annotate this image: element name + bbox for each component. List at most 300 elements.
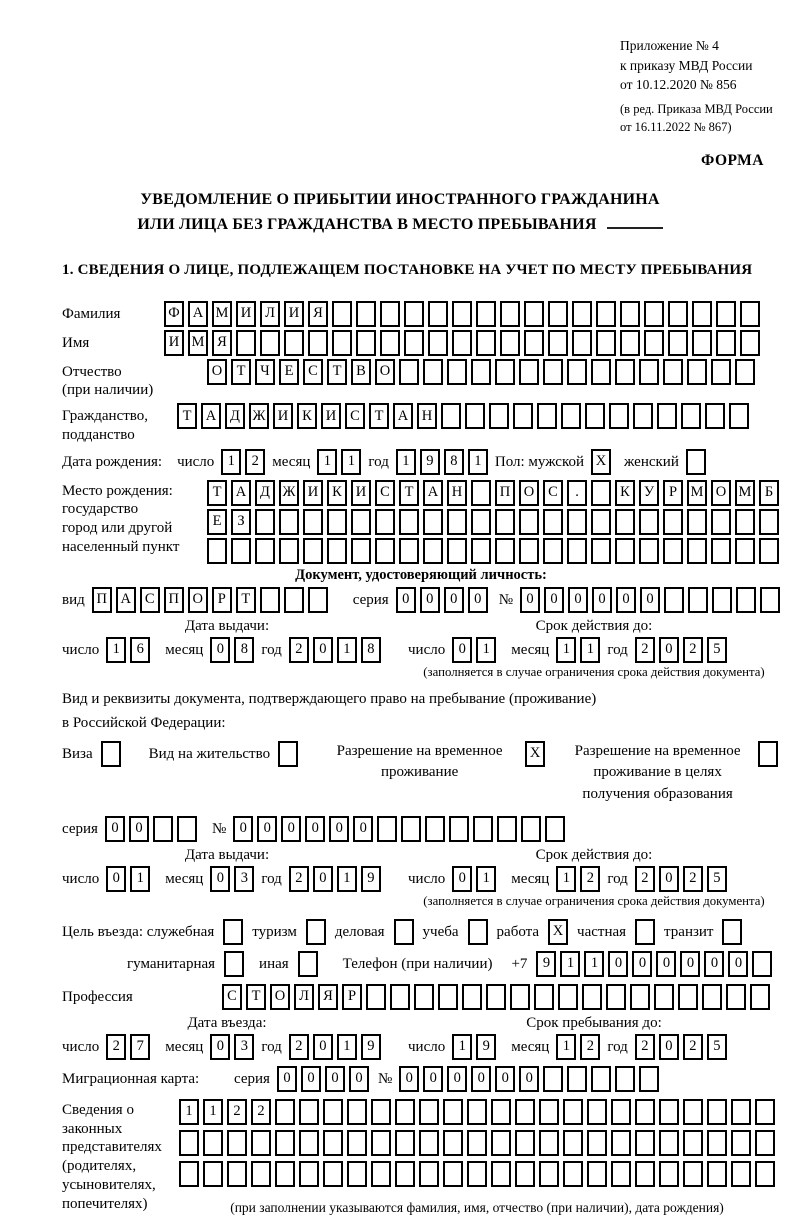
char-cell[interactable] [705, 403, 725, 429]
char-cell[interactable] [515, 1161, 535, 1187]
char-cell[interactable] [750, 984, 770, 1010]
char-cell[interactable] [227, 1161, 247, 1187]
char-cell[interactable] [323, 1161, 343, 1187]
char-cell[interactable] [543, 359, 563, 385]
char-cell[interactable]: П [495, 480, 515, 506]
char-cell[interactable] [740, 301, 760, 327]
char-cell[interactable] [251, 1161, 271, 1187]
char-cell[interactable] [443, 1099, 463, 1125]
char-cell[interactable]: Л [260, 301, 280, 327]
char-cell[interactable] [500, 301, 520, 327]
char-cell[interactable]: 0 [210, 866, 230, 892]
char-cell[interactable] [377, 816, 397, 842]
char-cell[interactable]: 0 [305, 816, 325, 842]
char-cell[interactable]: О [375, 359, 395, 385]
char-cell[interactable]: О [270, 984, 290, 1010]
char-cell[interactable]: 0 [519, 1066, 539, 1092]
char-cell[interactable] [351, 538, 371, 564]
char-cell[interactable] [760, 587, 780, 613]
char-cell[interactable]: Т [369, 403, 389, 429]
char-cell[interactable] [275, 1130, 295, 1156]
char-cell[interactable] [591, 509, 611, 535]
char-cell[interactable] [567, 538, 587, 564]
char-cell[interactable] [534, 984, 554, 1010]
char-cell[interactable] [207, 538, 227, 564]
char-cell[interactable]: А [393, 403, 413, 429]
char-cell[interactable]: 0 [656, 951, 676, 977]
char-cell[interactable] [510, 984, 530, 1010]
char-cell[interactable] [639, 1066, 659, 1092]
char-cell[interactable] [716, 330, 736, 356]
char-cell[interactable] [401, 816, 421, 842]
char-cell[interactable]: 0 [325, 1066, 345, 1092]
char-cell[interactable] [404, 301, 424, 327]
char-cell[interactable] [179, 1130, 199, 1156]
char-cell[interactable]: 0 [105, 816, 125, 842]
char-cell[interactable] [702, 984, 722, 1010]
char-cell[interactable] [587, 1099, 607, 1125]
char-cell[interactable]: М [212, 301, 232, 327]
char-cell[interactable] [609, 403, 629, 429]
char-cell[interactable] [692, 330, 712, 356]
char-cell[interactable] [635, 1130, 655, 1156]
char-cell[interactable] [299, 1161, 319, 1187]
char-cell[interactable] [476, 330, 496, 356]
char-cell[interactable] [236, 330, 256, 356]
char-cell[interactable] [543, 538, 563, 564]
char-cell[interactable]: И [351, 480, 371, 506]
char-cell[interactable] [471, 538, 491, 564]
char-cell[interactable]: 1 [468, 449, 488, 475]
char-cell[interactable] [664, 587, 684, 613]
char-cell[interactable] [611, 1099, 631, 1125]
char-cell[interactable]: Р [663, 480, 683, 506]
char-cell[interactable]: 2 [289, 866, 309, 892]
char-cell[interactable]: О [519, 480, 539, 506]
char-cell[interactable] [260, 587, 280, 613]
char-cell[interactable]: 0 [353, 816, 373, 842]
char-cell[interactable] [736, 587, 756, 613]
char-cell[interactable] [524, 301, 544, 327]
char-cell[interactable] [347, 1099, 367, 1125]
char-cell[interactable]: Я [318, 984, 338, 1010]
char-cell[interactable] [347, 1130, 367, 1156]
char-cell[interactable]: 2 [683, 866, 703, 892]
char-cell[interactable] [203, 1161, 223, 1187]
char-cell[interactable] [663, 509, 683, 535]
char-cell[interactable]: С [375, 480, 395, 506]
char-cell[interactable] [495, 538, 515, 564]
char-cell[interactable] [284, 587, 304, 613]
char-cell[interactable]: 0 [423, 1066, 443, 1092]
char-cell[interactable]: М [735, 480, 755, 506]
char-cell[interactable]: 1 [317, 449, 337, 475]
char-cell[interactable] [438, 984, 458, 1010]
char-cell[interactable]: 0 [313, 1034, 333, 1060]
char-cell[interactable] [539, 1099, 559, 1125]
char-cell[interactable]: 6 [130, 637, 150, 663]
char-cell[interactable]: Т [177, 403, 197, 429]
char-cell[interactable] [731, 1130, 751, 1156]
char-cell[interactable]: М [687, 480, 707, 506]
char-cell[interactable] [635, 1161, 655, 1187]
char-cell[interactable]: В [351, 359, 371, 385]
char-cell[interactable] [308, 587, 328, 613]
char-cell[interactable] [752, 951, 772, 977]
char-cell[interactable] [683, 1099, 703, 1125]
char-cell[interactable] [545, 816, 565, 842]
char-cell[interactable]: 7 [130, 1034, 150, 1060]
char-cell[interactable] [275, 1099, 295, 1125]
char-cell[interactable] [371, 1130, 391, 1156]
char-cell[interactable] [687, 359, 707, 385]
char-cell[interactable]: 1 [221, 449, 241, 475]
char-cell[interactable] [371, 1099, 391, 1125]
char-cell[interactable] [303, 509, 323, 535]
char-cell[interactable]: 0 [349, 1066, 369, 1092]
char-cell[interactable] [683, 1161, 703, 1187]
char-cell[interactable] [596, 330, 616, 356]
char-cell[interactable] [491, 1130, 511, 1156]
char-cell[interactable] [227, 1130, 247, 1156]
char-cell[interactable]: Т [207, 480, 227, 506]
char-cell[interactable]: Я [308, 301, 328, 327]
char-cell[interactable]: 0 [313, 866, 333, 892]
char-cell[interactable]: . [567, 480, 587, 506]
char-cell[interactable] [611, 1161, 631, 1187]
char-cell[interactable]: 0 [471, 1066, 491, 1092]
char-cell[interactable] [620, 330, 640, 356]
char-cell[interactable] [467, 1161, 487, 1187]
char-cell[interactable] [711, 509, 731, 535]
char-cell[interactable] [513, 403, 533, 429]
char-cell[interactable]: 2 [683, 1034, 703, 1060]
char-cell[interactable]: 0 [704, 951, 724, 977]
char-cell[interactable]: Т [399, 480, 419, 506]
char-cell[interactable] [755, 1099, 775, 1125]
char-cell[interactable]: 8 [444, 449, 464, 475]
char-cell[interactable]: 0 [568, 587, 588, 613]
char-cell[interactable]: 0 [447, 1066, 467, 1092]
char-cell[interactable]: 0 [210, 1034, 230, 1060]
char-cell[interactable] [260, 330, 280, 356]
char-cell[interactable] [659, 1099, 679, 1125]
char-cell[interactable]: Е [207, 509, 227, 535]
char-cell[interactable] [425, 816, 445, 842]
char-cell[interactable]: А [188, 301, 208, 327]
char-cell[interactable]: 0 [129, 816, 149, 842]
char-cell[interactable] [681, 403, 701, 429]
char-cell[interactable] [668, 330, 688, 356]
char-cell[interactable] [716, 301, 736, 327]
char-cell[interactable] [711, 359, 731, 385]
char-cell[interactable]: Т [246, 984, 266, 1010]
purpose-work-checkbox[interactable]: X [548, 919, 568, 945]
char-cell[interactable] [275, 1161, 295, 1187]
char-cell[interactable]: 1 [203, 1099, 223, 1125]
char-cell[interactable]: 0 [444, 587, 464, 613]
char-cell[interactable] [347, 1161, 367, 1187]
char-cell[interactable]: 1 [584, 951, 604, 977]
char-cell[interactable] [735, 538, 755, 564]
char-cell[interactable] [231, 538, 251, 564]
char-cell[interactable]: Л [294, 984, 314, 1010]
char-cell[interactable]: 8 [234, 637, 254, 663]
char-cell[interactable]: 0 [233, 816, 253, 842]
char-cell[interactable] [428, 301, 448, 327]
char-cell[interactable]: 0 [106, 866, 126, 892]
purpose-humanitarian-checkbox[interactable] [224, 951, 244, 977]
purpose-other-checkbox[interactable] [298, 951, 318, 977]
char-cell[interactable] [449, 816, 469, 842]
char-cell[interactable] [153, 816, 173, 842]
char-cell[interactable] [471, 359, 491, 385]
char-cell[interactable] [443, 1161, 463, 1187]
char-cell[interactable] [327, 509, 347, 535]
char-cell[interactable]: О [711, 480, 731, 506]
char-cell[interactable] [303, 538, 323, 564]
char-cell[interactable]: 9 [361, 866, 381, 892]
char-cell[interactable] [539, 1130, 559, 1156]
char-cell[interactable] [428, 330, 448, 356]
char-cell[interactable] [707, 1161, 727, 1187]
char-cell[interactable] [687, 538, 707, 564]
char-cell[interactable] [366, 984, 386, 1010]
char-cell[interactable]: 5 [707, 637, 727, 663]
char-cell[interactable] [585, 403, 605, 429]
purpose-transit-checkbox[interactable] [722, 919, 742, 945]
char-cell[interactable] [177, 816, 197, 842]
char-cell[interactable]: У [639, 480, 659, 506]
char-cell[interactable] [711, 538, 731, 564]
char-cell[interactable]: А [116, 587, 136, 613]
char-cell[interactable] [639, 359, 659, 385]
char-cell[interactable] [299, 1099, 319, 1125]
char-cell[interactable]: 0 [592, 587, 612, 613]
char-cell[interactable]: 1 [556, 637, 576, 663]
char-cell[interactable] [203, 1130, 223, 1156]
char-cell[interactable]: 1 [556, 866, 576, 892]
char-cell[interactable] [630, 984, 650, 1010]
char-cell[interactable] [567, 1066, 587, 1092]
char-cell[interactable] [404, 330, 424, 356]
char-cell[interactable]: И [164, 330, 184, 356]
char-cell[interactable] [380, 301, 400, 327]
char-cell[interactable]: И [236, 301, 256, 327]
char-cell[interactable] [251, 1130, 271, 1156]
char-cell[interactable] [611, 1130, 631, 1156]
char-cell[interactable]: 9 [361, 1034, 381, 1060]
male-checkbox[interactable]: X [591, 449, 611, 475]
char-cell[interactable]: И [321, 403, 341, 429]
char-cell[interactable]: 1 [396, 449, 416, 475]
char-cell[interactable] [759, 509, 779, 535]
char-cell[interactable] [452, 301, 472, 327]
char-cell[interactable] [255, 538, 275, 564]
char-cell[interactable] [351, 509, 371, 535]
char-cell[interactable] [620, 301, 640, 327]
char-cell[interactable] [471, 480, 491, 506]
char-cell[interactable]: 1 [337, 866, 357, 892]
char-cell[interactable]: О [207, 359, 227, 385]
char-cell[interactable] [659, 1161, 679, 1187]
char-cell[interactable] [587, 1130, 607, 1156]
char-cell[interactable]: С [222, 984, 242, 1010]
char-cell[interactable]: 1 [337, 1034, 357, 1060]
char-cell[interactable] [539, 1161, 559, 1187]
char-cell[interactable]: Ф [164, 301, 184, 327]
char-cell[interactable]: Е [279, 359, 299, 385]
char-cell[interactable]: 5 [707, 1034, 727, 1060]
char-cell[interactable]: 0 [257, 816, 277, 842]
char-cell[interactable]: 0 [520, 587, 540, 613]
char-cell[interactable]: Т [231, 359, 251, 385]
char-cell[interactable] [582, 984, 602, 1010]
char-cell[interactable] [567, 359, 587, 385]
char-cell[interactable]: 1 [106, 637, 126, 663]
char-cell[interactable] [688, 587, 708, 613]
char-cell[interactable]: Р [342, 984, 362, 1010]
purpose-private-checkbox[interactable] [635, 919, 655, 945]
char-cell[interactable] [563, 1161, 583, 1187]
char-cell[interactable] [543, 509, 563, 535]
char-cell[interactable]: 0 [452, 637, 472, 663]
char-cell[interactable]: С [140, 587, 160, 613]
char-cell[interactable] [731, 1161, 751, 1187]
char-cell[interactable]: 0 [640, 587, 660, 613]
char-cell[interactable] [537, 403, 557, 429]
char-cell[interactable] [615, 509, 635, 535]
char-cell[interactable]: И [273, 403, 293, 429]
char-cell[interactable]: 2 [580, 866, 600, 892]
char-cell[interactable]: 0 [632, 951, 652, 977]
char-cell[interactable] [659, 1130, 679, 1156]
char-cell[interactable] [395, 1161, 415, 1187]
char-cell[interactable] [521, 816, 541, 842]
char-cell[interactable] [356, 301, 376, 327]
female-checkbox[interactable] [686, 449, 706, 475]
purpose-study-checkbox[interactable] [468, 919, 488, 945]
char-cell[interactable]: Ж [279, 480, 299, 506]
char-cell[interactable] [419, 1161, 439, 1187]
char-cell[interactable]: 2 [635, 637, 655, 663]
char-cell[interactable]: Я [212, 330, 232, 356]
char-cell[interactable] [399, 509, 419, 535]
char-cell[interactable] [375, 538, 395, 564]
char-cell[interactable]: 0 [452, 866, 472, 892]
char-cell[interactable]: П [164, 587, 184, 613]
char-cell[interactable]: 1 [130, 866, 150, 892]
char-cell[interactable]: Р [212, 587, 232, 613]
char-cell[interactable] [563, 1099, 583, 1125]
char-cell[interactable] [399, 359, 419, 385]
char-cell[interactable] [380, 330, 400, 356]
char-cell[interactable] [299, 1130, 319, 1156]
char-cell[interactable] [563, 1130, 583, 1156]
char-cell[interactable] [395, 1130, 415, 1156]
char-cell[interactable] [515, 1130, 535, 1156]
char-cell[interactable]: П [92, 587, 112, 613]
char-cell[interactable] [524, 330, 544, 356]
temp-residence-education-checkbox[interactable] [758, 741, 778, 767]
char-cell[interactable]: 0 [301, 1066, 321, 1092]
char-cell[interactable] [419, 1130, 439, 1156]
char-cell[interactable] [596, 301, 616, 327]
char-cell[interactable] [495, 359, 515, 385]
visa-checkbox[interactable] [101, 741, 121, 767]
char-cell[interactable] [462, 984, 482, 1010]
char-cell[interactable] [515, 1099, 535, 1125]
char-cell[interactable] [279, 538, 299, 564]
purpose-commercial-checkbox[interactable] [394, 919, 414, 945]
char-cell[interactable]: О [188, 587, 208, 613]
char-cell[interactable] [308, 330, 328, 356]
char-cell[interactable] [467, 1130, 487, 1156]
char-cell[interactable] [692, 301, 712, 327]
char-cell[interactable] [443, 1130, 463, 1156]
char-cell[interactable]: А [231, 480, 251, 506]
char-cell[interactable]: 1 [337, 637, 357, 663]
char-cell[interactable] [561, 403, 581, 429]
char-cell[interactable]: 2 [251, 1099, 271, 1125]
char-cell[interactable]: К [615, 480, 635, 506]
char-cell[interactable] [279, 509, 299, 535]
char-cell[interactable] [615, 1066, 635, 1092]
char-cell[interactable]: Ч [255, 359, 275, 385]
char-cell[interactable] [591, 480, 611, 506]
char-cell[interactable]: 1 [476, 637, 496, 663]
char-cell[interactable] [284, 330, 304, 356]
char-cell[interactable]: 0 [728, 951, 748, 977]
char-cell[interactable]: 3 [234, 1034, 254, 1060]
char-cell[interactable] [639, 538, 659, 564]
char-cell[interactable] [471, 509, 491, 535]
char-cell[interactable]: 2 [106, 1034, 126, 1060]
char-cell[interactable] [572, 330, 592, 356]
char-cell[interactable] [726, 984, 746, 1010]
char-cell[interactable]: 0 [277, 1066, 297, 1092]
char-cell[interactable]: 0 [495, 1066, 515, 1092]
char-cell[interactable] [731, 1099, 751, 1125]
char-cell[interactable]: Д [225, 403, 245, 429]
char-cell[interactable] [419, 1099, 439, 1125]
char-cell[interactable]: А [423, 480, 443, 506]
char-cell[interactable]: 3 [234, 866, 254, 892]
char-cell[interactable] [543, 1066, 563, 1092]
residence-permit-checkbox[interactable] [278, 741, 298, 767]
char-cell[interactable] [663, 359, 683, 385]
char-cell[interactable] [332, 330, 352, 356]
char-cell[interactable]: А [201, 403, 221, 429]
char-cell[interactable] [606, 984, 626, 1010]
char-cell[interactable]: 1 [580, 637, 600, 663]
char-cell[interactable]: Н [417, 403, 437, 429]
char-cell[interactable] [639, 509, 659, 535]
char-cell[interactable] [356, 330, 376, 356]
char-cell[interactable] [548, 301, 568, 327]
char-cell[interactable]: 0 [659, 637, 679, 663]
char-cell[interactable] [476, 301, 496, 327]
char-cell[interactable] [591, 538, 611, 564]
char-cell[interactable] [441, 403, 461, 429]
char-cell[interactable] [729, 403, 749, 429]
char-cell[interactable]: З [231, 509, 251, 535]
char-cell[interactable]: Т [327, 359, 347, 385]
char-cell[interactable]: 0 [313, 637, 333, 663]
char-cell[interactable] [740, 330, 760, 356]
char-cell[interactable]: 0 [210, 637, 230, 663]
char-cell[interactable] [495, 509, 515, 535]
